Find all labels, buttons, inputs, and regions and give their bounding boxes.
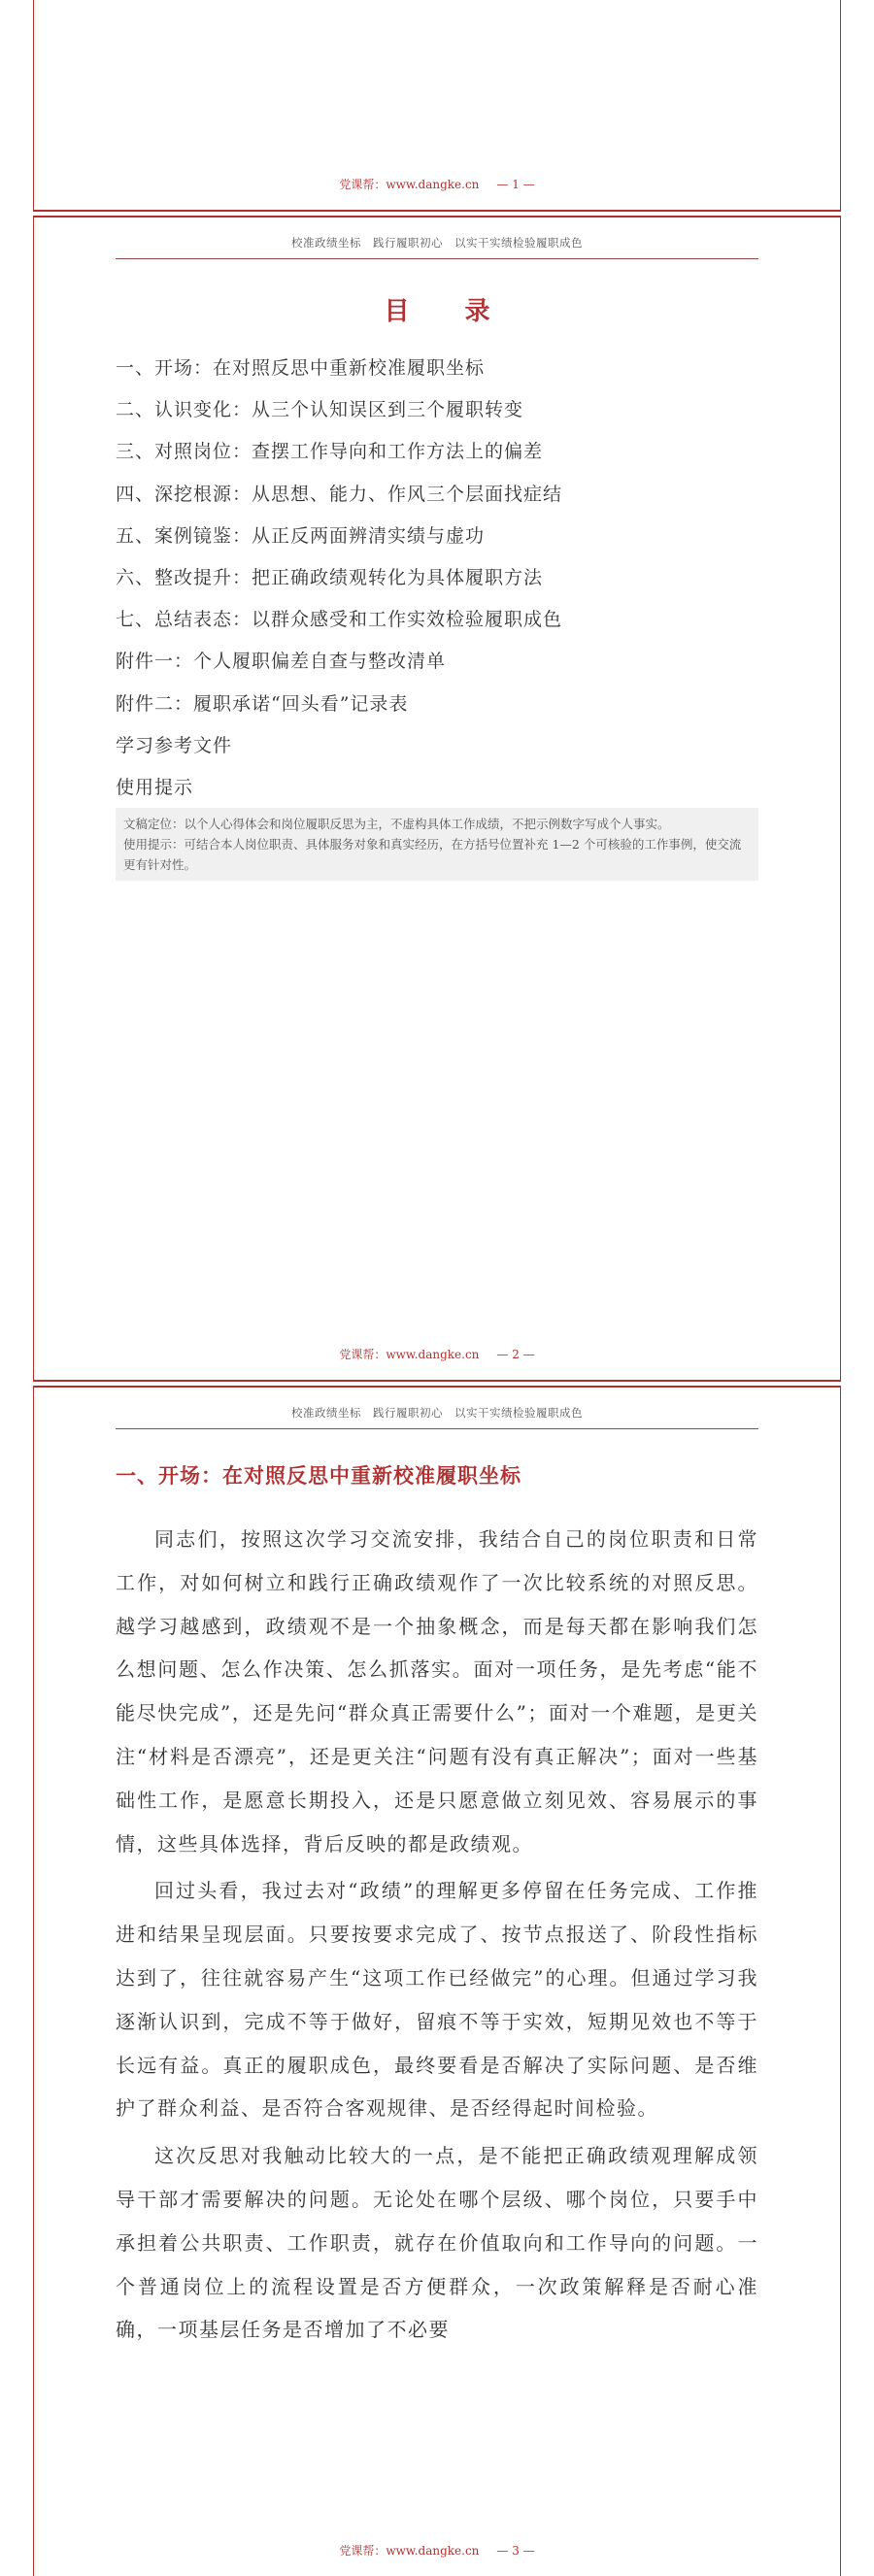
toc-item[interactable]: 使用提示	[116, 776, 194, 798]
toc-item[interactable]: 学习参考文件	[116, 734, 233, 756]
toc-title: 目 录	[384, 297, 514, 326]
body-paragraph: 这次反思对我触动比较大的一点，是不能把正确政绩观理解成领导干部才需要解决的问题。无论处在哪个层级、哪个岗位，只要手中承担着公共职责、工作职责，就存在价值取向和工作导向的问题。一个普通岗位上的流程设置是否方便群众，一次政策解释是否耐心准确，一项基层任务是否增加了不必要	[116, 2144, 758, 2342]
page-3	[33, 1386, 841, 2576]
toc-list	[116, 348, 758, 809]
toc-item[interactable]: 一、开场：在对照反思中重新校准履职坐标	[116, 357, 486, 379]
toc-item[interactable]: 六、整改提升：把正确政绩观转化为具体履职方法	[116, 566, 544, 588]
header-text-1: 校准政绩坐标	[291, 236, 361, 250]
toc-item[interactable]: 七、总结表态：以群众感受和工作实效检验履职成色	[116, 609, 563, 631]
toc-item[interactable]: 附件二：履职承诺“回头看”记录表	[116, 692, 409, 715]
usage-note-box	[116, 808, 758, 881]
header-text-1: 校准政绩坐标	[291, 1406, 361, 1420]
toc-item[interactable]: 三、对照岗位：查摆工作导向和工作方法上的偏差	[116, 441, 544, 463]
header-text-3: 以实干实绩检验履职成色	[454, 1406, 583, 1420]
page-footer	[34, 176, 840, 192]
page-header	[116, 1405, 758, 1429]
page-1	[33, 0, 841, 212]
toc-item[interactable]: 五、案例镜鉴：从正反两面辨清实绩与虚功	[116, 524, 486, 547]
footer-source: 党课帮：www.dangke.cn	[339, 2544, 480, 2558]
toc-item[interactable]: 二、认识变化：从三个认知误区到三个履职转变	[116, 399, 524, 421]
body-paragraph: 回过头看，我过去对“政绩”的理解更多停留在任务完成、工作推进和结果呈现层面。只要按要求完成了、按节点报送了、阶段性指标达到了，往往就容易产生“这项工作已经做完”的心理。但通过学习我逐渐认识到，完成不等于做好，留痕不等于实效，短期见效也不等于长远有益。真正的履职成色，最终要看是否解决了实际问题、是否维护了群众利益、是否符合客观规律、是否经得起时间检验。	[116, 1879, 758, 2121]
note-usage-tip: 使用提示：可结合本人岗位职责、具体服务对象和真实经历，在方括号位置补充 1—2 个可核验的工作事例，使交流更有针对性。	[123, 837, 742, 872]
page-number: — 1 —	[496, 178, 535, 191]
footer-source: 党课帮：www.dangke.cn	[339, 178, 480, 191]
header-text-3: 以实干实绩检验履职成色	[454, 236, 583, 250]
note-positioning: 文稿定位：以个人心得体会和岗位履职反思为主，不虚构具体工作成绩，不把示例数字写成个人事实。	[123, 817, 670, 831]
page-number: — 3 —	[496, 2544, 535, 2558]
body-paragraph: 同志们，按照这次学习交流安排，我结合自己的岗位职责和日常工作，对如何树立和践行正确政绩观作了一次比较系统的对照反思。越学习越感到，政绩观不是一个抽象概念，而是每天都在影响我们怎么想问题、怎么作决策、怎么抓落实。面对一项任务，是先考虑“能不能尽快完成”，还是先问“群众真正需要什么”；面对一个难题，是更关注“材料是否漂亮”，还是更关注“问题有没有真正解决”；面对一些基础性工作，是愿意长期投入，还是只愿意做立刻见效、容易展示的事情，这些具体选择，背后反映的都是政绩观。	[116, 1527, 758, 1856]
toc-item[interactable]: 附件一：个人履职偏差自查与整改清单	[116, 651, 447, 673]
page-footer	[34, 2542, 840, 2559]
page-header	[116, 235, 758, 259]
page-number: — 2 —	[496, 1348, 535, 1361]
section-title: 一、开场：在对照反思中重新校准履职坐标	[116, 1463, 521, 1488]
page-2	[33, 216, 841, 1382]
toc-item[interactable]: 四、深挖根源：从思想、能力、作风三个层面找症结	[116, 483, 563, 505]
section-body	[116, 1518, 758, 2356]
header-text-2: 践行履职初心	[373, 236, 443, 250]
footer-source: 党课帮：www.dangke.cn	[339, 1348, 480, 1361]
header-text-2: 践行履职初心	[373, 1406, 443, 1420]
page-footer	[34, 1346, 840, 1362]
